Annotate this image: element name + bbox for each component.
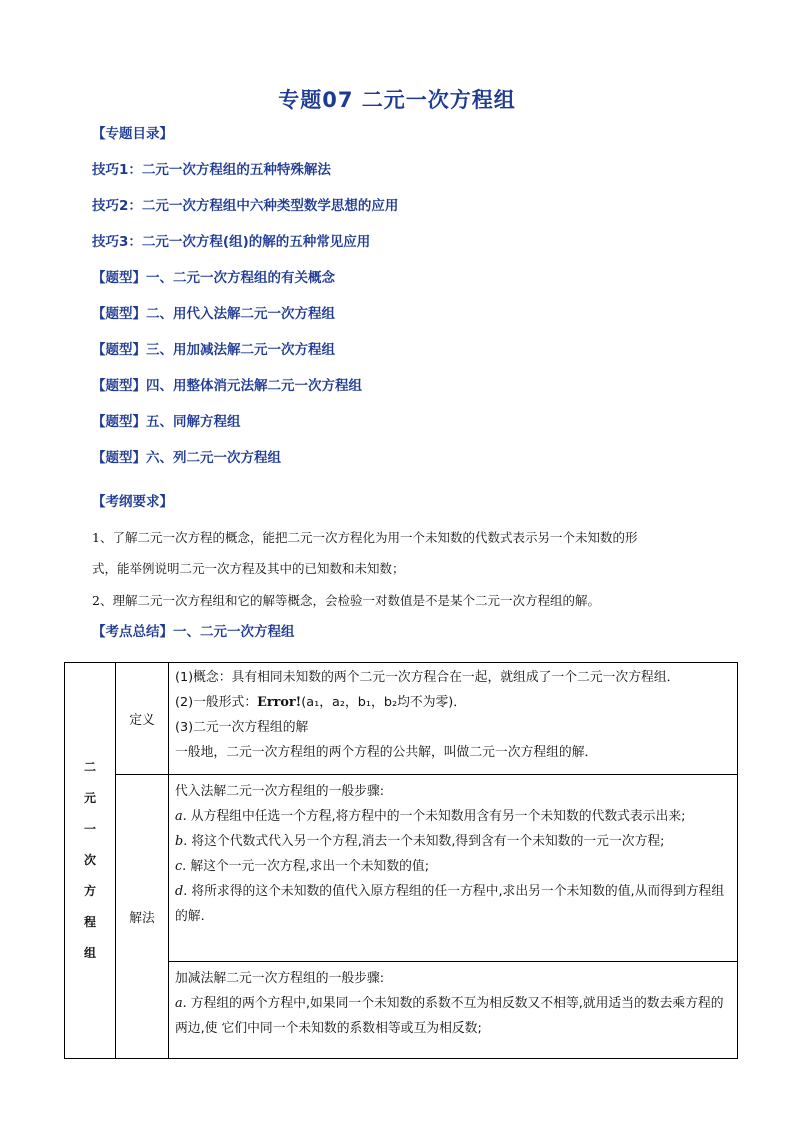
- step-line: a. 方程组的两个方程中,如果同一个未知数的系数不互为相反数又不相等,就用适当的数去乘方程的两边,使 它们中同一个未知数的系数相等或互为相反数;: [175, 996, 724, 1036]
- definition-label: 定义: [116, 663, 169, 775]
- definition-line: 一般地，二元一次方程组的两个方程的公共解，叫做二元一次方程组的解．: [175, 745, 598, 760]
- toc-item: 技巧3：二元一次方程(组)的解的五种常见应用: [92, 234, 371, 250]
- summary-table: [64, 662, 738, 1059]
- requirements-heading: 【考纲要求】: [92, 494, 173, 510]
- error-text: Error!: [257, 695, 302, 710]
- substitution-content: [169, 775, 738, 962]
- toc-item: 技巧1：二元一次方程组的五种特殊解法: [92, 162, 331, 178]
- general-form-line: (2)一般形式：Error!(a₁，a₂，b₁，b₂均不为零)．: [175, 695, 467, 710]
- page-title: 专题07 二元一次方程组: [278, 88, 516, 112]
- definition-line: (3)二元一次方程组的解: [175, 720, 309, 735]
- substitution-heading: 代入法解二元一次方程组的一般步骤:: [175, 784, 385, 799]
- step-line: d. 将所求得的这个未知数的值代入原方程组的任一方程中,求出另一个未知数的值,从而得到方程组的解.: [175, 884, 725, 924]
- side-title: 二 元 一 次 方 程 组: [65, 663, 116, 1059]
- toc-heading: 【专题目录】: [92, 126, 173, 142]
- toc-item: 【题型】四、用整体消元法解二元一次方程组: [92, 378, 362, 394]
- step-line: c. 解这个一元一次方程,求出一个未知数的值;: [175, 859, 430, 874]
- definition-line: (1)概念：具有相同未知数的两个二元一次方程合在一起，就组成了一个二元一次方程组．: [175, 670, 680, 685]
- toc-item: 【题型】二、用代入法解二元一次方程组: [92, 306, 335, 322]
- method-label: 解法: [116, 775, 169, 1059]
- definition-content: [169, 663, 738, 775]
- step-line: b. 将这个代数式代入另一个方程,消去一个未知数,得到含有一个未知数的一元一次方程;: [175, 834, 665, 849]
- summary-heading: 【考点总结】一、二元一次方程组: [92, 624, 295, 640]
- elimination-heading: 加减法解二元一次方程组的一般步骤:: [175, 971, 385, 986]
- requirement-text: 2、理解二元一次方程组和它的解等概念，会检验一对数值是不是某个二元一次方程组的解。: [92, 593, 600, 608]
- step-line: a. 从方程组中任选一个方程,将方程中的一个未知数用含有另一个未知数的代数式表示出来;: [175, 809, 686, 824]
- toc-item: 技巧2：二元一次方程组中六种类型数学思想的应用: [92, 198, 399, 214]
- requirement-text: 1、了解二元一次方程的概念，能把二元一次方程化为用一个未知数的代数式表示另一个未知数的形: [92, 530, 638, 545]
- elimination-content: [169, 962, 738, 1059]
- toc-item: 【题型】六、列二元一次方程组: [92, 450, 281, 466]
- toc-item: 【题型】一、二元一次方程组的有关概念: [92, 270, 335, 286]
- toc-item: 【题型】五、同解方程组: [92, 414, 241, 430]
- toc-item: 【题型】三、用加减法解二元一次方程组: [92, 342, 335, 358]
- requirement-text: 式，能举例说明二元一次方程及其中的已知数和未知数；: [92, 561, 405, 576]
